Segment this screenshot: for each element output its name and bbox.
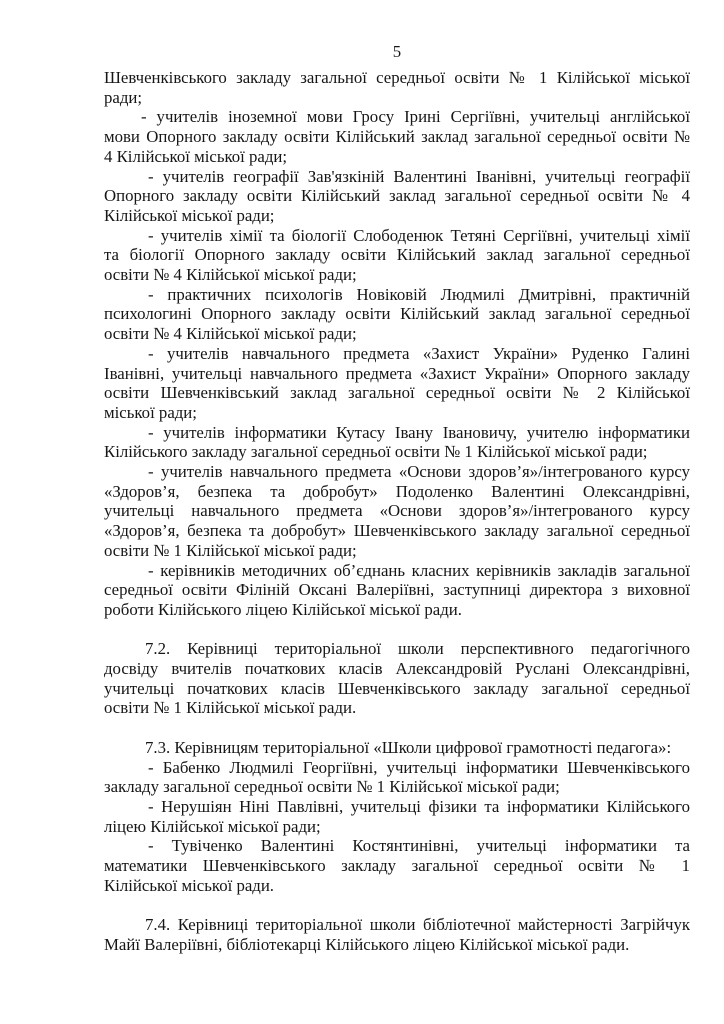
text-line: учительці навчального предмета «Основи здоров’я»/інтегрованого курсу (104, 501, 690, 521)
text-line: та біології Опорного закладу освіти Кілійський заклад загальної середньої (104, 245, 690, 265)
item-babenko (104, 758, 690, 797)
text-line: Майї Валеріївні, бібліотекарці Кілійського ліцею Кілійської міської ради. (104, 934, 630, 954)
item-practical-psychologists (104, 285, 690, 344)
item-class-teachers-methodical-heads (104, 561, 690, 620)
text-line: - учителів географії Зав'язкіній Валентині Іванівні, учительці географії (148, 166, 690, 186)
text-line: - учителів навчального предмета «Основи здоров’я»/інтегрованого курсу (148, 462, 690, 482)
text-line: - Бабенко Людмилі Георгіївні, учительці інформатики Шевченківського (148, 757, 690, 777)
item-geography-teachers (104, 167, 690, 226)
text-line: міської ради; (104, 402, 197, 422)
item-chemistry-biology-teachers (104, 226, 690, 285)
text-line: Іванівні, учительці навчального предмета «Захист України» Опорного закладу (104, 363, 690, 383)
text-line: - керівників методичних об’єднань класних керівників закладів загальної (148, 560, 690, 580)
text-line: - Тувіченко Валентині Костянтинівні, учительці інформатики та (148, 836, 690, 856)
text-line: Кілійської міської ради. (104, 875, 275, 895)
text-line: - учителів іноземної мови Гросу Ірині Сергіївні, учительці англійської (141, 107, 690, 127)
text-line: освіти Шевченківський заклад загальної середньої освіти № 2 Кілійської (104, 383, 690, 403)
text-line: Кілійської міської ради; (104, 205, 275, 225)
text-line: освіти № 4 Кілійської міської ради; (104, 265, 357, 285)
text-line: 4 Кілійської міської ради; (104, 146, 288, 166)
text-line: Опорного закладу освіти Кілійський заклад загальної середньої освіти № 4 (104, 186, 690, 206)
text-line: математики Шевченківського закладу загальної середньої освіти № 1 (104, 856, 690, 876)
text-line: освіти № 4 Кілійської міської ради; (104, 324, 357, 344)
text-line: освіти № 1 Кілійської міської ради. (104, 698, 357, 718)
section-7-2 (104, 639, 690, 718)
document-body (104, 68, 690, 955)
item-nerushiian (104, 797, 690, 836)
section-7-4 (104, 915, 690, 954)
text-line: ради; (104, 87, 143, 107)
text-line: - учителів інформатики Кутасу Івану Івановичу, учителю інформатики (148, 422, 690, 442)
text-line: учительці початкових класів Шевченківського закладу загальної середньої (104, 678, 690, 698)
text-line: середньої освіти Філіній Оксані Валеріївні, заступниці директора з виховної (104, 580, 690, 600)
text-line: - учителів хімії та біології Слободенюк Тетяні Сергіївні, учительці хімії (148, 225, 690, 245)
item-health-basics-teachers (104, 462, 690, 561)
text-line: - учителів навчального предмета «Захист України» Руденко Галині (148, 343, 690, 363)
text-line: «Здоров’я, безпека та добробут» Подоленко Валентині Олександрівні, (104, 481, 690, 501)
text-line: освіти № 1 Кілійської міської ради; (104, 540, 357, 560)
page-number: 5 (392, 42, 402, 61)
text-line: мови Опорного закладу освіти Кілійський заклад загальної середньої освіти № (104, 127, 690, 147)
item-tuvichenko (104, 836, 690, 895)
text-line: 7.3. Керівницям територіальної «Школи цифрової грамотності педагога»: (145, 737, 672, 757)
text-line: ліцею Кілійської міської ради; (104, 816, 321, 836)
section-7-3-heading (104, 738, 690, 758)
text-line: 7.4. Керівниці територіальної школи бібліотечної майстерності Загрійчук (145, 915, 690, 935)
text-line: «Здоров’я, безпека та добробут» Шевченківського закладу загальної середньої (104, 521, 690, 541)
text-line: роботи Кілійського ліцею Кілійської міської ради. (104, 599, 462, 619)
paragraph-continuation (104, 68, 690, 107)
item-defense-of-ukraine-teachers (104, 344, 690, 423)
text-line: досвіду вчителів початкових класів Александровій Руслані Олександрівні, (104, 659, 690, 679)
text-line: - практичних психологів Новіковій Людмилі Дмитрівні, практичній (148, 284, 690, 304)
item-foreign-language-teachers (104, 107, 690, 166)
text-line: - Нерушіян Ніні Павлівні, учительці фізики та інформатики Кілійського (148, 796, 690, 816)
text-line: 7.2. Керівниці територіальної школи перспективного педагогічного (145, 639, 690, 659)
text-line: закладу загальної середньої освіти № 1 Кілійської міської ради; (104, 777, 560, 797)
text-line: психологині Опорного закладу освіти Кілійський заклад загальної середньої (104, 304, 690, 324)
item-informatics-teachers (104, 423, 690, 462)
text-line: Кілійського закладу загальної середньої освіти № 1 Кілійської міської ради; (104, 442, 648, 462)
text-line: Шевченківського закладу загальної середньої освіти № 1 Кілійської міської (104, 68, 690, 87)
